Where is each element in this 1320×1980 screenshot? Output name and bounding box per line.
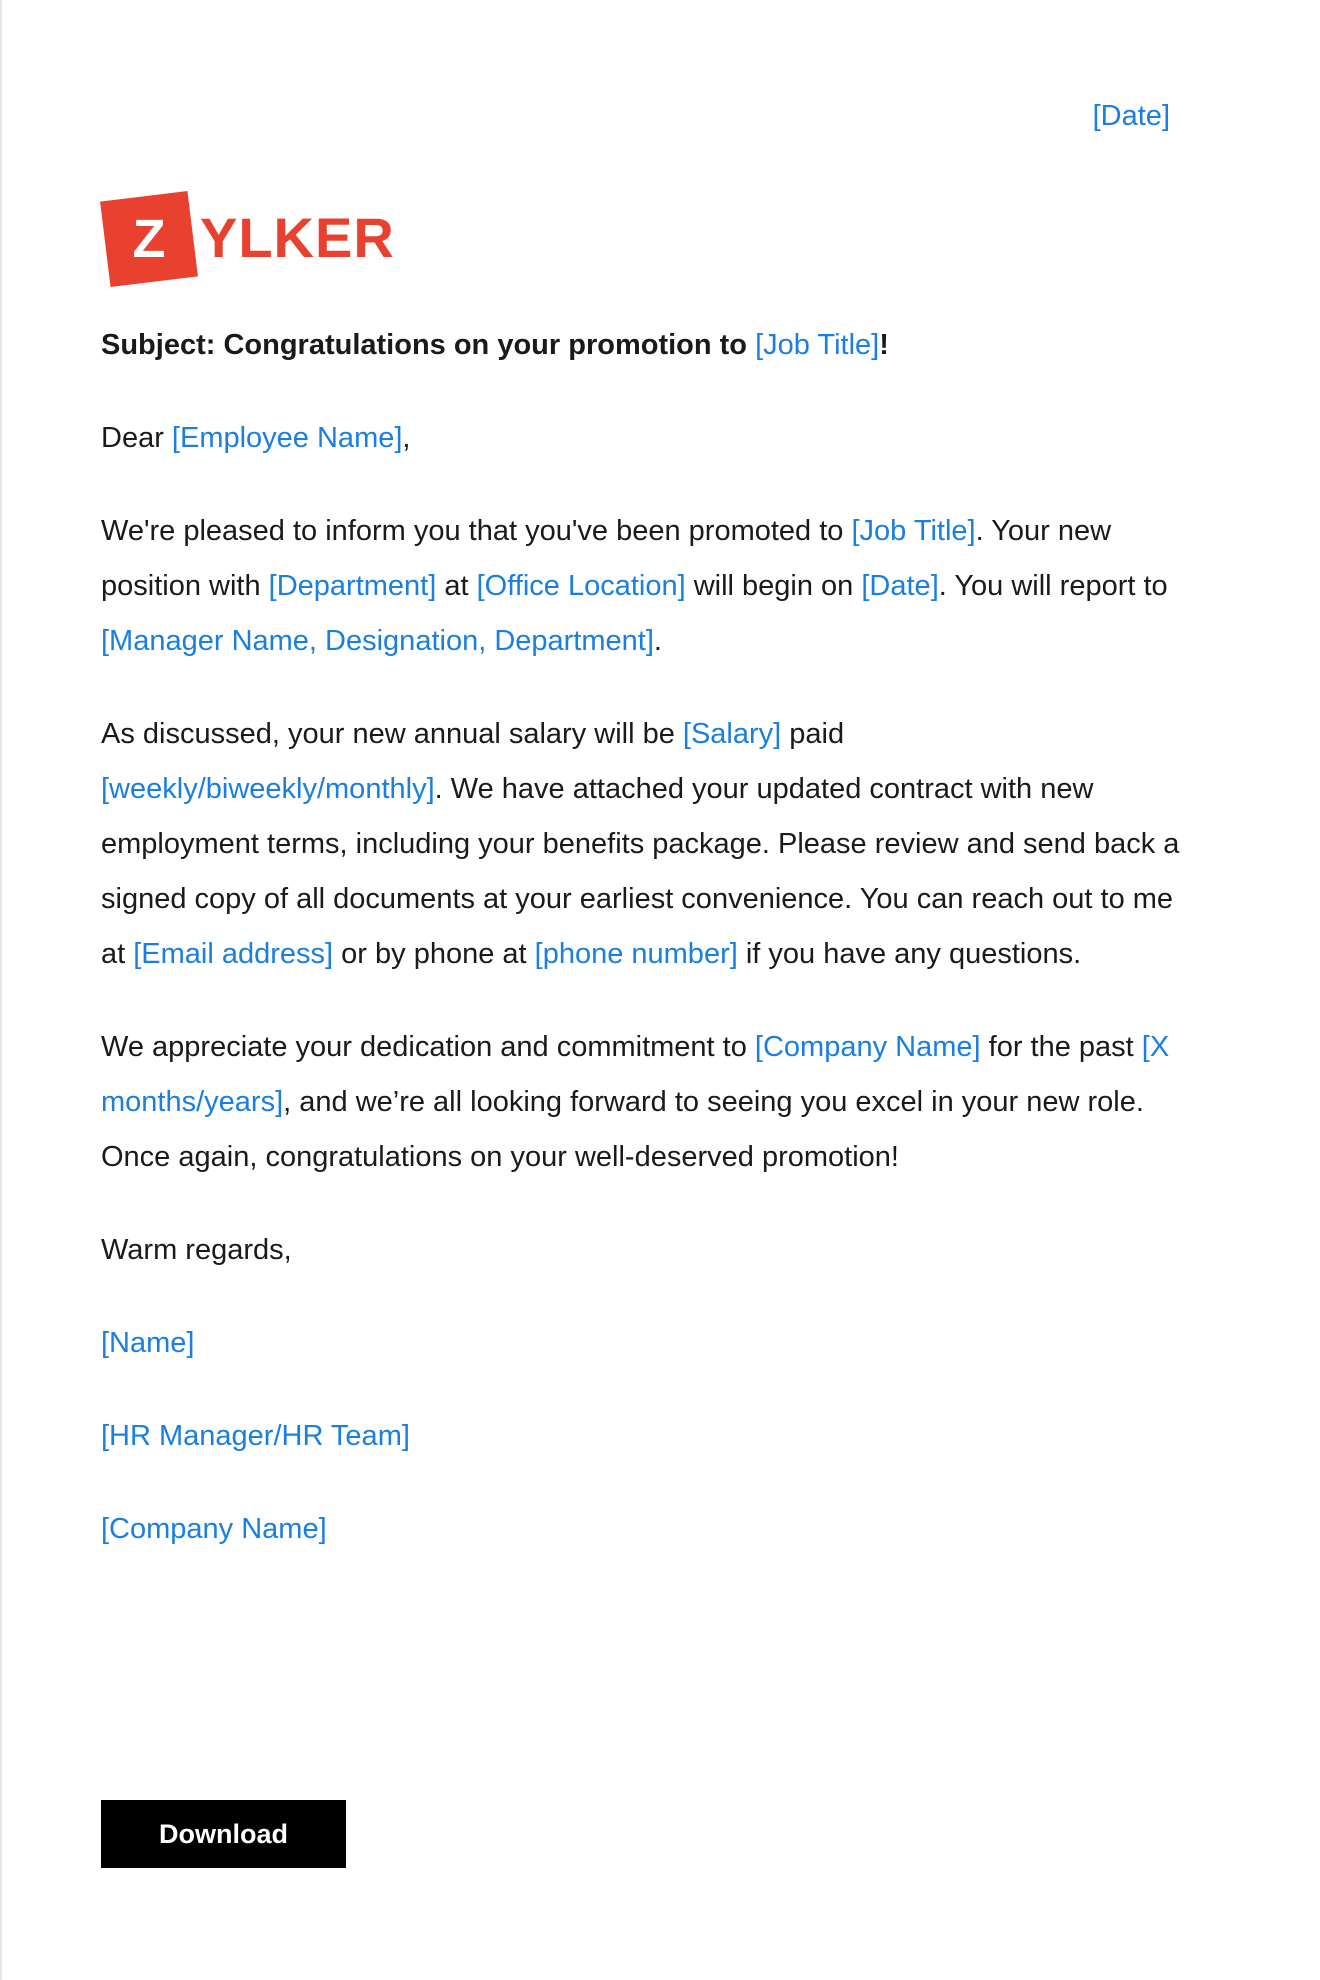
page-edge xyxy=(0,0,2,1980)
text: We're pleased to inform you that you've been promoted to xyxy=(101,515,852,547)
placeholder-employee-name: [Employee Name] xyxy=(171,422,403,454)
closing: Warm regards, xyxy=(101,1234,292,1266)
signature-company: [Company Name] xyxy=(101,1513,327,1545)
placeholder-email: [Email address] xyxy=(133,938,334,970)
greeting xyxy=(101,411,1181,466)
text: . xyxy=(653,625,662,657)
date-placeholder: [Date] xyxy=(1092,100,1170,132)
text: for the past xyxy=(980,1031,1142,1063)
signature-team: [HR Manager/HR Team] xyxy=(101,1420,410,1452)
placeholder-phone: [phone number] xyxy=(534,938,738,970)
text: at xyxy=(436,570,477,602)
placeholder-department: [Department] xyxy=(268,570,437,602)
placeholder-salary: [Salary] xyxy=(682,718,782,750)
placeholder-job-title: [Job Title] xyxy=(851,515,976,547)
signature-name: [Name] xyxy=(101,1327,195,1359)
placeholder-pay-frequency: [weekly/biweekly/monthly] xyxy=(101,773,435,805)
subject-line xyxy=(101,318,1181,373)
placeholder-company-name: [Company Name] xyxy=(754,1031,981,1063)
text: As discussed, your new annual salary will be xyxy=(101,718,683,750)
placeholder-office-location: [Office Location] xyxy=(476,570,686,602)
text: . Your new position with xyxy=(101,515,1112,602)
text: paid xyxy=(781,718,845,750)
text: or by phone at xyxy=(333,938,535,970)
greeting-prefix: Dear xyxy=(101,422,172,454)
download-button[interactable]: Download xyxy=(101,1800,346,1868)
text: , and we’re all looking forward to seeing you excel in your new role. Once again, congratulations on your well-deserved promotion! xyxy=(101,1086,1144,1173)
zylker-logo xyxy=(100,188,400,288)
subject-prefix: Subject: Congratulations on your promotion to xyxy=(101,329,756,361)
logo-letter-z: Z xyxy=(132,209,166,269)
subject-suffix: ! xyxy=(879,329,889,361)
text: . We have attached your updated contract with new employment terms, including your benefits package. Please review and send back a signed copy of all documents at your earliest convenience. You can reach out to me at xyxy=(101,773,1180,970)
logo-wordmark: YLKER xyxy=(200,206,395,269)
placeholder-job-title: [Job Title] xyxy=(755,329,880,361)
paragraph-appreciation xyxy=(101,1020,1181,1185)
placeholder-manager: [Manager Name, Designation, Department] xyxy=(101,625,654,657)
placeholder-duration: [X months/years] xyxy=(101,1031,1170,1118)
paragraph-salary xyxy=(101,707,1181,982)
text: if you have any questions. xyxy=(737,938,1082,970)
letter-body xyxy=(101,318,1181,1595)
text: We appreciate your dedication and commitment to xyxy=(101,1031,755,1063)
text: . You will report to xyxy=(938,570,1168,602)
paragraph-promotion xyxy=(101,504,1181,669)
greeting-suffix: , xyxy=(402,422,411,454)
placeholder-date: [Date] xyxy=(861,570,939,602)
text: will begin on xyxy=(685,570,862,602)
